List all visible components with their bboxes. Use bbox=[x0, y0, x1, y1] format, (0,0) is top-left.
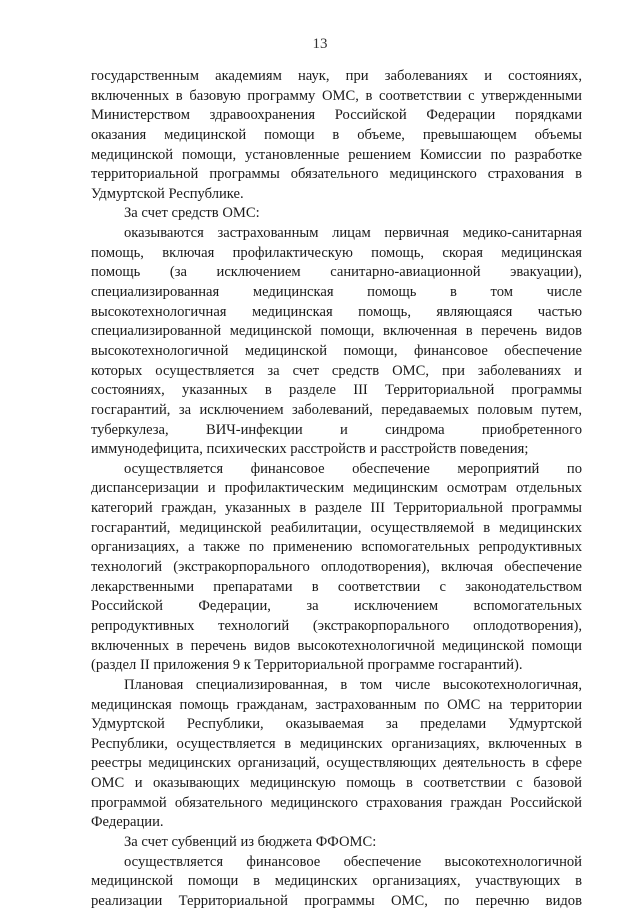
text-line: туберкулеза, ВИЧ-инфекции и синдрома приобретенного bbox=[91, 421, 582, 438]
text-line: высокотехнологичная медицинская помощь, являющаяся частью bbox=[91, 303, 582, 320]
text-line: ОМС и оказывающих медицинскую помощь в соответствии с базовой bbox=[91, 775, 582, 792]
text-line: репродуктивных технологий (экстракорпорального оплодотворения), bbox=[91, 617, 582, 634]
text-line: Федерации. bbox=[91, 814, 164, 831]
text-line: оказываются застрахованным лицам первичная медико-санитарная bbox=[124, 225, 582, 242]
text-line: Республики, осуществляется в медицинских организациях, включенных в bbox=[91, 735, 582, 752]
text-line: госгарантий, за исключением заболеваний, передаваемых половым путем, bbox=[91, 401, 582, 418]
text-line: медицинской помощи, установленные решением Комиссии по разработке bbox=[91, 146, 582, 163]
text-line: включенных в базовую программу ОМС, в соответствии с утвержденными bbox=[91, 87, 582, 104]
page-number: 13 bbox=[312, 36, 328, 52]
text-line: лекарственными препаратами в соответствии с законодательством bbox=[91, 578, 582, 595]
text-line: специализированной медицинской помощи, включенная в перечень видов bbox=[91, 323, 582, 340]
text-line: За счет субвенций из бюджета ФФОМС: bbox=[124, 833, 377, 850]
text-line: реализации Территориальной программы ОМС, по перечню видов bbox=[91, 892, 582, 909]
text-line: госгарантий, медицинской реабилитации, осуществляемой в медицинских bbox=[91, 519, 582, 536]
text-line: реестры медицинских организаций, осуществляющих деятельность в сфере bbox=[91, 755, 582, 772]
text-line: специализированная медицинская помощь в том числе bbox=[91, 284, 582, 301]
text-line: медицинской помощи в медицинских организациях, участвующих в bbox=[91, 873, 582, 890]
text-line: территориальной программы обязательного медицинского страхования в bbox=[91, 166, 582, 183]
body-text bbox=[91, 67, 582, 912]
text-line: (раздел II приложения 9 к Территориальной программе госгарантий). bbox=[91, 657, 523, 674]
text-line: помощь (за исключением санитарно-авиационной эвакуации), bbox=[91, 264, 582, 281]
text-line: Удмуртской Республике. bbox=[91, 185, 244, 202]
text-line: осуществляется финансовое обеспечение мероприятий по bbox=[124, 460, 582, 477]
text-line: Удмуртской Республики, оказываемая за пределами Удмуртской bbox=[91, 716, 582, 733]
text-line: включенных в перечень видов высокотехнологичной медицинской помощи bbox=[91, 637, 582, 654]
text-line: высокотехнологичной медицинской помощи, финансовое обеспечение bbox=[91, 342, 582, 359]
text-line: программой обязательного медицинского страхования граждан Российской bbox=[91, 794, 582, 811]
text-line: категорий граждан, указанных в разделе III Территориальной программы bbox=[91, 500, 582, 517]
text-line: Министерством здравоохранения Российской Федерации порядками bbox=[91, 107, 582, 124]
text-line: которых осуществляется за счет средств ОМС, при заболеваниях и bbox=[91, 362, 582, 379]
text-line: помощь, включая профилактическую помощь, скорая медицинская bbox=[91, 244, 582, 261]
text-line: За счет средств ОМС: bbox=[124, 205, 260, 222]
text-line: Плановая специализированная, в том числе высокотехнологичная, bbox=[124, 676, 582, 693]
text-line: организациях, а также по применению вспомогательных репродуктивных bbox=[91, 539, 582, 556]
text-line: оказания медицинской помощи в объеме, превышающем объемы bbox=[91, 126, 582, 143]
text-line: состояниях, указанных в разделе III Территориальной программы bbox=[91, 382, 582, 399]
text-line: осуществляется финансовое обеспечение высокотехнологичной bbox=[124, 853, 582, 870]
text-line: медицинская помощь гражданам, застрахованным по ОМС на территории bbox=[91, 696, 582, 713]
text-line: технологий (экстракорпорального оплодотворения), включая обеспечение bbox=[91, 559, 582, 576]
text-line: диспансеризации и профилактическим медицинским осмотрам отдельных bbox=[91, 480, 582, 497]
text-line: Российской Федерации, за исключением вспомогательных bbox=[91, 598, 582, 615]
text-line: государственным академиям наук, при заболеваниях и состояниях, bbox=[91, 68, 582, 84]
text-line: иммунодефицита, психических расстройств и расстройств поведения; bbox=[91, 441, 529, 458]
